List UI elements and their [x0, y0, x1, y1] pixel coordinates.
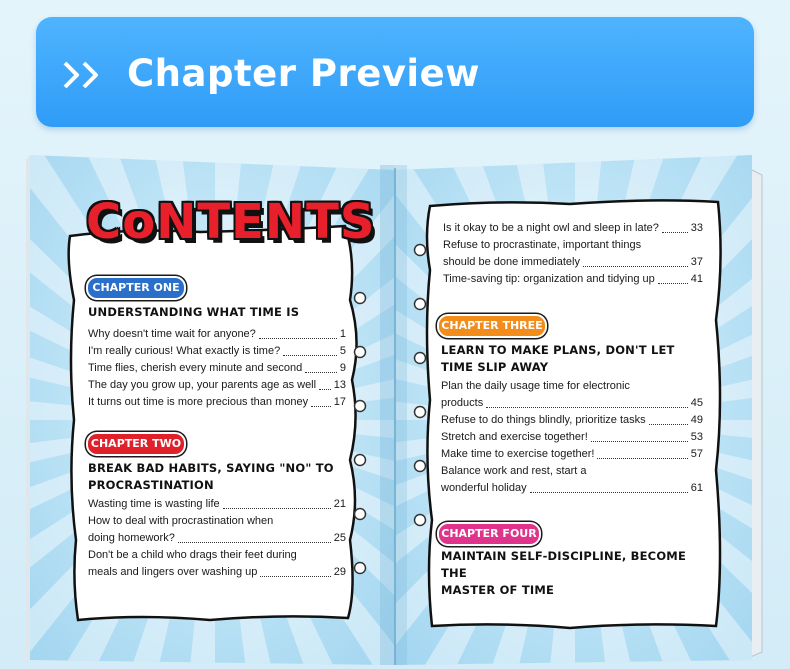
- chapter-one-badge: CHAPTER ONE: [86, 276, 186, 300]
- contents-title: CoNTENTS: [86, 194, 376, 250]
- toc-entry[interactable]: Stretch and exercise together! 53: [441, 431, 703, 443]
- chapter-two-continued-entries: [443, 220, 703, 288]
- toc-entry[interactable]: meals and lingers over washing up 29: [88, 566, 346, 578]
- binder-hole: [415, 299, 426, 310]
- binder-hole: [355, 401, 366, 412]
- binder-hole: [355, 347, 366, 358]
- toc-entry[interactable]: should be done immediately 37: [443, 256, 703, 268]
- toc-entry[interactable]: Make time to exercise together! 57: [441, 448, 703, 460]
- binder-hole: [415, 353, 426, 364]
- toc-entry[interactable]: The day you grow up, your parents age as well 13: [88, 379, 346, 391]
- chapter-three-badge: CHAPTER THREE: [437, 314, 547, 338]
- binder-hole: [355, 455, 366, 466]
- toc-entry[interactable]: wonderful holiday 61: [441, 482, 703, 494]
- binder-hole: [415, 515, 426, 526]
- chapter-two-entries: [88, 496, 346, 581]
- toc-entry[interactable]: Is it okay to be a night owl and sleep in late? 33: [443, 222, 703, 234]
- chapter-four-heading: MAINTAIN SELF-DISCIPLINE, BECOME THE MASTER OF TIME: [441, 549, 686, 597]
- toc-entry-line[interactable]: Balance work and rest, start a: [441, 465, 587, 477]
- toc-entry-line[interactable]: Refuse to procrastinate, important things: [443, 239, 642, 251]
- toc-entry[interactable]: Wasting time is wasting life 21: [88, 498, 346, 510]
- chapter-one-entries: [88, 326, 346, 411]
- chapter-four-badge: CHAPTER FOUR: [437, 522, 541, 546]
- chapter-one-heading: UNDERSTANDING WHAT TIME IS: [88, 305, 300, 319]
- toc-entry[interactable]: doing homework? 25: [88, 532, 346, 544]
- toc-entry-line[interactable]: Don't be a child who drags their feet during: [88, 549, 297, 561]
- toc-entry[interactable]: Refuse to do things blindly, prioritize tasks 49: [441, 414, 703, 426]
- toc-entry[interactable]: Why doesn't time wait for anyone? 1: [88, 328, 346, 340]
- toc-entry[interactable]: Time-saving tip: organization and tidying up 41: [443, 273, 703, 285]
- binder-hole: [415, 461, 426, 472]
- binder-hole: [415, 407, 426, 418]
- toc-entry[interactable]: Time flies, cherish every minute and second 9: [88, 362, 346, 374]
- toc-entry[interactable]: I'm really curious! What exactly is time? 5: [88, 345, 346, 357]
- binder-hole: [355, 563, 366, 574]
- toc-entry-line[interactable]: How to deal with procrastination when: [88, 515, 274, 527]
- toc-entry[interactable]: It turns out time is more precious than money 17: [88, 396, 346, 408]
- chapter-two-badge: CHAPTER TWO: [86, 432, 186, 456]
- chapter-three-entries: [441, 378, 703, 497]
- binder-hole: [355, 293, 366, 304]
- binder-hole: [355, 509, 366, 520]
- toc-entry[interactable]: products 45: [441, 397, 703, 409]
- chapter-two-heading: BREAK BAD HABITS, SAYING "NO" TO PROCRASTINATION: [88, 461, 334, 492]
- binder-hole: [415, 245, 426, 256]
- banner-title: Chapter Preview: [127, 52, 480, 95]
- toc-entry-line[interactable]: Plan the daily usage time for electronic: [441, 380, 630, 392]
- chapter-three-heading: LEARN TO MAKE PLANS, DON'T LET TIME SLIP AWAY: [441, 343, 675, 374]
